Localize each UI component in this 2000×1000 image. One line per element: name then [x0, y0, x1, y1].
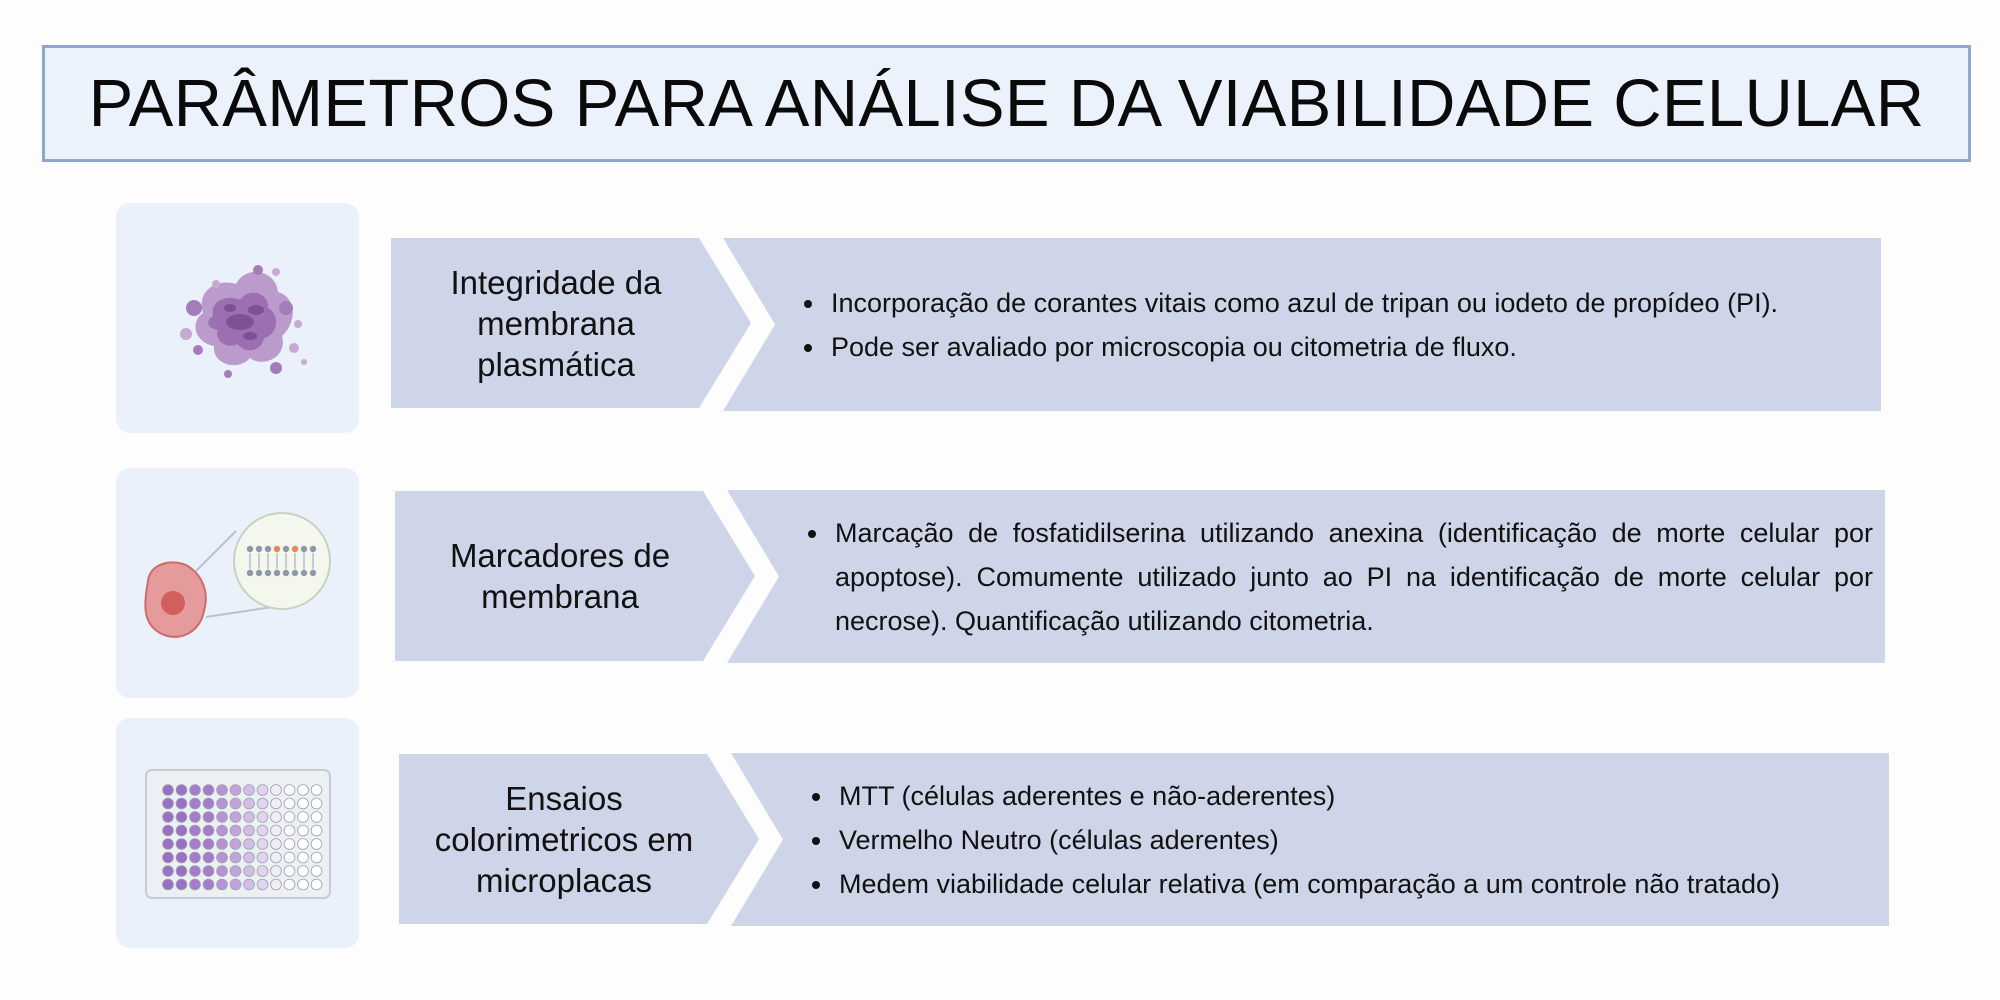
row-3-label: Ensaios colorimetricos em microplacas — [434, 779, 694, 899]
microplate-well — [257, 866, 268, 877]
microplate-well — [216, 785, 227, 796]
bullet-item: • Marcação de fosfatidilserina utilizando anexina (identificação de morte celular por apoptose). Comumente utilizado junto ao PI na identificação de morte celular por necrose). Quantificação utilizando citometria. — [831, 511, 1873, 643]
microplate-well — [230, 839, 241, 850]
row-2-content-panel — [727, 490, 1885, 663]
microplate-well — [176, 812, 187, 823]
microplate-well — [230, 798, 241, 809]
microplate-well — [297, 839, 308, 850]
microplate-well — [257, 798, 268, 809]
microplate-well — [176, 852, 187, 863]
microplate-well — [311, 785, 322, 796]
damaged-cell-icon — [158, 238, 318, 398]
microplate-well — [311, 825, 322, 836]
row-1-content-panel — [723, 238, 1881, 411]
microplate-well — [297, 852, 308, 863]
microplate-well — [189, 798, 200, 809]
row-2-label: Marcadores de membrana — [449, 537, 671, 615]
microplate-well — [216, 879, 227, 890]
microplate-well — [270, 866, 281, 877]
microplate-well — [162, 852, 173, 863]
row-1-bullet-list — [793, 281, 1778, 369]
microplate-well — [176, 866, 187, 877]
microplate-well — [257, 825, 268, 836]
row-1-label-chevron — [391, 238, 751, 408]
microplate-well — [162, 866, 173, 877]
microplate-well — [216, 852, 227, 863]
microplate-well — [176, 825, 187, 836]
row-3-icon-card — [116, 718, 359, 948]
microplate-well — [230, 879, 241, 890]
microplate-well — [176, 879, 187, 890]
microplate-well — [216, 839, 227, 850]
microplate-well — [284, 825, 295, 836]
microplate-well — [284, 879, 295, 890]
microplate-well — [311, 839, 322, 850]
microplate-well — [243, 825, 254, 836]
microplate-well — [297, 812, 308, 823]
microplate-well — [230, 852, 241, 863]
microplate-well — [176, 839, 187, 850]
microplate-well — [243, 798, 254, 809]
microplate-well — [162, 812, 173, 823]
microplate-well — [189, 785, 200, 796]
microplate-well — [176, 798, 187, 809]
microplate-well — [189, 839, 200, 850]
row-3-bullet-list — [801, 774, 1780, 906]
microplate-well — [203, 852, 214, 863]
microplate-well — [243, 839, 254, 850]
microplate-well — [311, 866, 322, 877]
microplate-well — [243, 785, 254, 796]
microplate-well — [189, 812, 200, 823]
microplate-well — [270, 839, 281, 850]
microplate-well — [270, 812, 281, 823]
microplate-well — [284, 785, 295, 796]
microplate-well — [162, 825, 173, 836]
microplate-well — [297, 825, 308, 836]
bullet-item: • Incorporação de corantes vitais como azul de tripan ou iodeto de propídeo (PI). — [827, 281, 1778, 325]
bullet-item: • MTT (células aderentes e não-aderentes) — [835, 774, 1780, 818]
microplate-well — [230, 825, 241, 836]
microplate-well — [270, 825, 281, 836]
row-3-content-panel — [731, 753, 1889, 926]
microplate-well — [270, 852, 281, 863]
microplate-well — [176, 785, 187, 796]
microplate-well — [203, 812, 214, 823]
microplate-well — [162, 798, 173, 809]
microplate-well — [203, 825, 214, 836]
row-2-label-chevron — [395, 491, 755, 661]
microplate-well — [270, 879, 281, 890]
microplate-well — [311, 879, 322, 890]
microplate-well — [311, 852, 322, 863]
microplate-well — [311, 798, 322, 809]
microplate-well — [203, 866, 214, 877]
microplate-well — [243, 866, 254, 877]
microplate-well — [230, 785, 241, 796]
microplate-well — [189, 852, 200, 863]
microplate-well — [270, 785, 281, 796]
microplate-well — [216, 866, 227, 877]
microplate-icon — [138, 758, 338, 908]
row-2-icon-card — [116, 468, 359, 698]
microplate-well — [162, 839, 173, 850]
microplate-well — [257, 852, 268, 863]
title-banner — [42, 45, 1971, 162]
microplate-well — [257, 785, 268, 796]
microplate-well — [189, 866, 200, 877]
microplate-well — [297, 785, 308, 796]
microplate-well — [189, 825, 200, 836]
microplate-well — [284, 812, 295, 823]
bullet-item: • Vermelho Neutro (células aderentes) — [835, 818, 1780, 862]
microplate-well — [243, 879, 254, 890]
microplate-well — [243, 812, 254, 823]
microplate-well — [203, 785, 214, 796]
bullet-item: • Pode ser avaliado por microscopia ou citometria de fluxo. — [827, 325, 1778, 369]
microplate-well — [216, 825, 227, 836]
microplate-well — [203, 798, 214, 809]
microplate-well — [230, 866, 241, 877]
microplate-well — [257, 812, 268, 823]
row-1-label: Integridade da membrana plasmática — [450, 263, 662, 383]
microplate-well — [216, 812, 227, 823]
microplate-well — [270, 798, 281, 809]
row-1-icon-card — [116, 203, 359, 433]
microplate-well — [284, 839, 295, 850]
microplate-well — [297, 866, 308, 877]
microplate-well — [162, 879, 173, 890]
row-3-label-chevron — [399, 754, 759, 924]
microplate-well — [284, 852, 295, 863]
microplate-well — [284, 866, 295, 877]
microplate-well — [243, 852, 254, 863]
microplate-well — [257, 879, 268, 890]
microplate-well — [257, 839, 268, 850]
microplate-well — [297, 798, 308, 809]
microplate-well — [216, 798, 227, 809]
microplate-well — [284, 798, 295, 809]
microplate-well — [203, 879, 214, 890]
microplate-well — [297, 879, 308, 890]
bullet-item: • Medem viabilidade celular relativa (em comparação a um controle não tratado) — [835, 862, 1780, 906]
page-title: PARÂMETROS PARA ANÁLISE DA VIABILIDADE CELULAR — [88, 66, 1925, 141]
microplate-well — [162, 785, 173, 796]
microplate-well — [189, 879, 200, 890]
row-2-bullet-list — [797, 511, 1873, 643]
microplate-well — [311, 812, 322, 823]
microplate-well — [203, 839, 214, 850]
cell-membrane-marker-icon — [128, 493, 348, 673]
microplate-well — [230, 812, 241, 823]
